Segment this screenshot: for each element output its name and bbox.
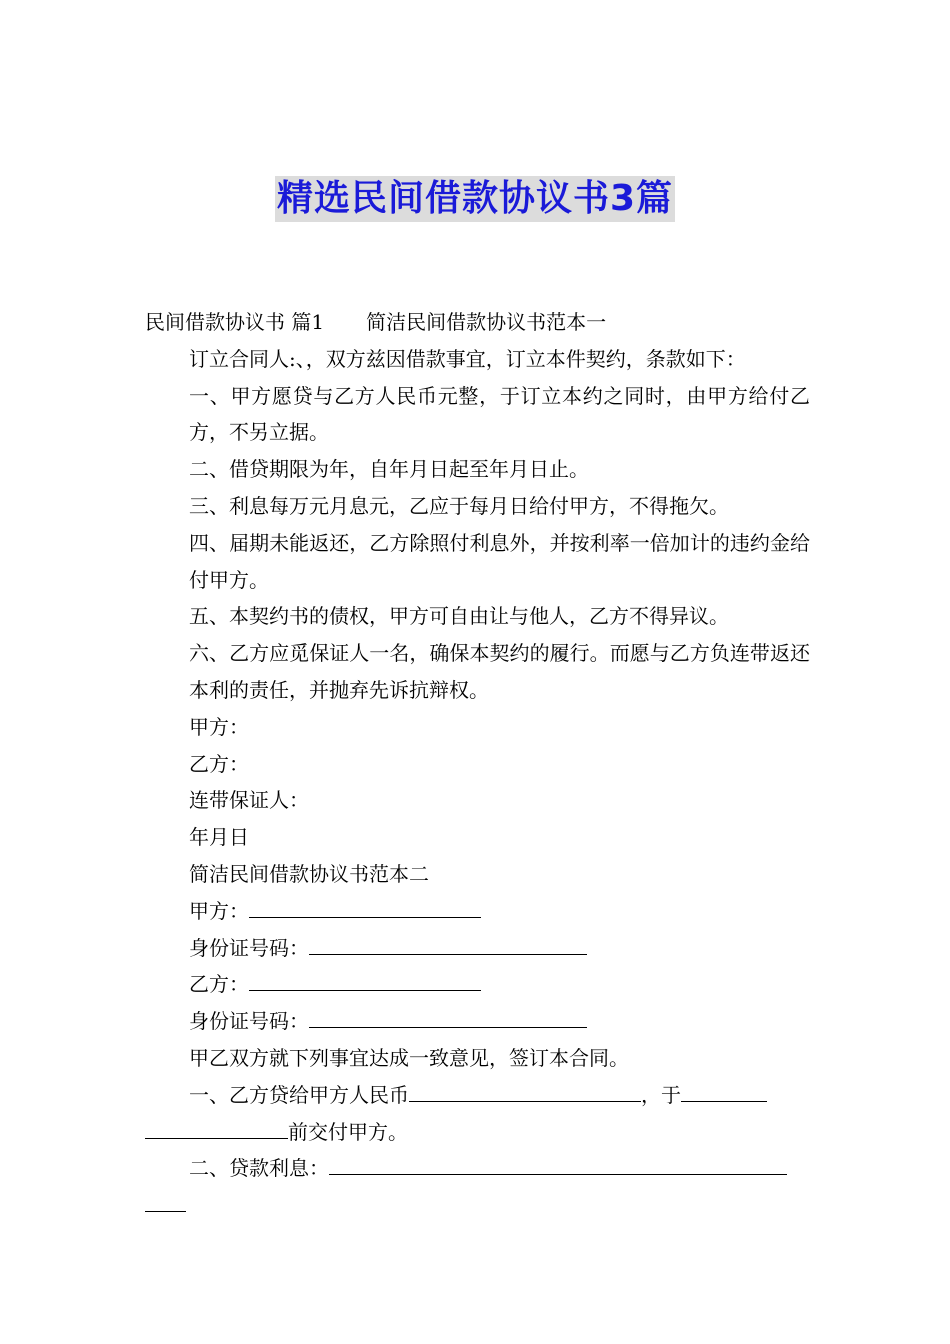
party-b-label: 乙方： (189, 972, 249, 997)
sample1-heading: 简洁民间借款协议书范本一 (366, 310, 607, 334)
paragraph-clause-2: 二、借贷期限为年，自年月日起至年月日止。 (189, 457, 589, 482)
paragraph-s2-clause-1-cont (145, 1114, 810, 1151)
signature-party-b: 乙方： (189, 751, 249, 776)
signature-party-a: 甲方： (189, 714, 249, 739)
field-party-b (145, 966, 810, 1003)
sample2-heading: 简洁民间借款协议书范本二 (189, 861, 429, 886)
interest-blank[interactable] (329, 1154, 787, 1175)
interest-blank-cont[interactable] (145, 1191, 186, 1212)
id-b-label: 身份证号码： (189, 1009, 309, 1034)
paragraph-clause-5: 五、本契约书的债权，甲方可自由让与他人，乙方不得异议。 (189, 604, 729, 629)
s2-clause1-text-a: 一、乙方贷给甲方人民币 (189, 1082, 409, 1107)
signature-date: 年月日 (189, 825, 249, 850)
part-heading: 民间借款协议书 篇1 (145, 310, 325, 334)
amount-blank[interactable] (409, 1081, 641, 1102)
paragraph-clause-6: 六、乙方应觅保证人一名，确保本契约的履行。而愿与乙方负连带返还本利的责任，并抛弃先诉抗辩权。 (189, 641, 810, 702)
document-title: 精选民间借款协议书3篇 (275, 176, 675, 222)
paragraph-agreement: 甲乙双方就下列事宜达成一致意见，签订本合同。 (189, 1045, 629, 1070)
section-heading (145, 304, 810, 341)
signature-guarantor: 连带保证人： (189, 788, 309, 813)
title-container (0, 176, 950, 222)
document-body (145, 304, 810, 1224)
id-a-label: 身份证号码： (189, 935, 309, 960)
party-a-label: 甲方： (189, 898, 249, 923)
field-id-a (145, 930, 810, 967)
party-a-blank[interactable] (249, 897, 481, 918)
date-blank[interactable] (681, 1081, 767, 1102)
id-b-blank[interactable] (309, 1007, 587, 1028)
paragraph-clause-3: 三、利息每万元月息元，乙应于每月日给付甲方，不得拖欠。 (189, 493, 729, 518)
paragraph-intro: 订立合同人:、，双方兹因借款事宜，订立本件契约，条款如下： (189, 346, 746, 371)
paragraph-clause-1: 一、甲方愿贷与乙方人民币元整，于订立本约之同时，由甲方给付乙方，不另立据。 (189, 383, 810, 445)
s2-clause1-text-b: ，于 (641, 1082, 681, 1107)
id-a-blank[interactable] (309, 934, 587, 955)
paragraph-clause-4: 四、届期未能返还，乙方除照付利息外，并按利率一倍加计的违约金给付甲方。 (189, 530, 810, 592)
paragraph-s2-clause-1 (145, 1077, 810, 1114)
field-id-b (145, 1003, 810, 1040)
s2-clause2-text: 二、贷款利息： (189, 1156, 329, 1181)
paragraph-s2-clause-2-cont (145, 1187, 810, 1224)
date-blank-cont[interactable] (145, 1118, 288, 1139)
s2-clause1-text-c: 前交付甲方。 (288, 1119, 408, 1144)
party-b-blank[interactable] (249, 970, 481, 991)
field-party-a (145, 893, 810, 930)
paragraph-s2-clause-2 (145, 1150, 810, 1187)
